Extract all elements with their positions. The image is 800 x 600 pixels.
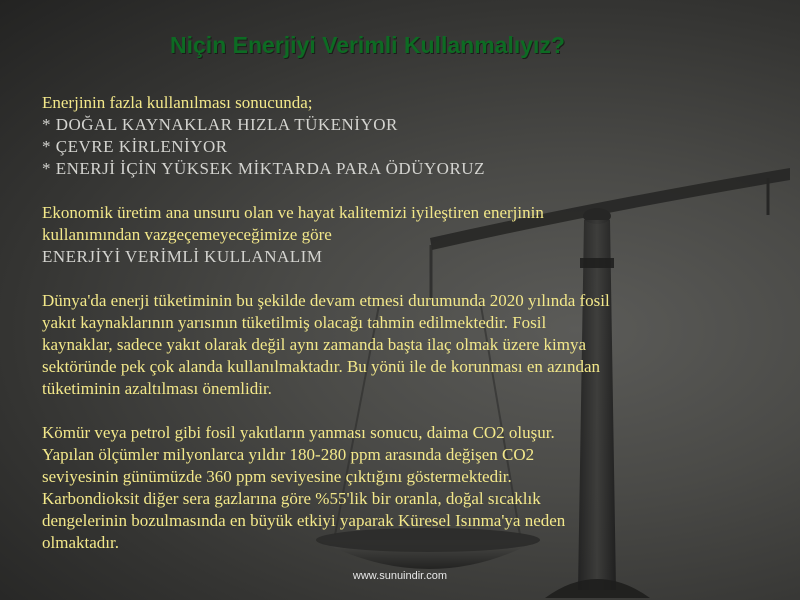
slide-title: Niçin Enerjiyi Verimli Kullanmalıyız? [170,32,565,58]
text-line: Enerjinin fazla kullanılması sonucunda; [42,93,313,112]
text-line: Yapılan ölçümler milyonlarca yıldır 180-280 ppm arasında değişen CO2 [42,445,535,464]
text-line: Kömür veya petrol gibi fosil yakıtların yanması sonucu, daima CO2 oluşur. [42,423,555,442]
text-line: Ekonomik üretim ana unsuru olan ve hayat kalitemizi iyileştiren enerjinin [42,203,544,222]
paragraph-co2 [42,422,742,554]
paragraph-gap [42,180,742,202]
text-line: tüketiminin azaltılması önemlidir. [42,379,272,398]
text-line: kaynaklar, sadece yakıt olarak değil aynı zamanda başta ilaç olmak üzere kimya [42,335,587,354]
footer-url: www.sunuindir.com [352,570,448,582]
text-line: Dünya'da enerji tüketiminin bu şekilde devam etmesi durumunda 2020 yılında fosil [42,291,610,310]
paragraph-gap [42,400,742,422]
text-line: * DOĞAL KAYNAKLAR HIZLA TÜKENİYOR [42,115,398,134]
text-line: kullanımından vazgeçemeyeceğimize göre [42,225,332,244]
text-line: ENERJİYİ VERİMLİ KULLANALIM [42,247,323,266]
text-line: sektöründe pek çok alanda kullanılmaktadır. Bu yönü ile de korunması en azından [42,357,601,376]
text-line: * ÇEVRE KİRLENİYOR [42,137,228,156]
text-line: * ENERJİ İÇİN YÜKSEK MİKTARDA PARA ÖDÜYORUZ [42,159,485,178]
text-line: Karbondioksit diğer sera gazlarına göre %55'lik bir oranla, doğal sıcaklık [42,489,541,508]
paragraph-fossil-fuels [42,290,742,400]
slide-body [42,92,742,554]
text-line: yakıt kaynaklarının yarısının tüketilmiş olacağı tahmin edilmektedir. Fosil [42,313,547,332]
paragraph-consequences [42,92,742,180]
text-line: seviyesinin günümüzde 360 ppm seviyesine çıktığını göstermektedir. [42,467,512,486]
text-line: olmaktadır. [42,533,119,552]
text-line: dengelerinin bozulmasında en büyük etkiyi yaparak Küresel Isınma'ya neden [42,511,566,530]
paragraph-efficiency [42,202,742,268]
paragraph-gap [42,268,742,290]
